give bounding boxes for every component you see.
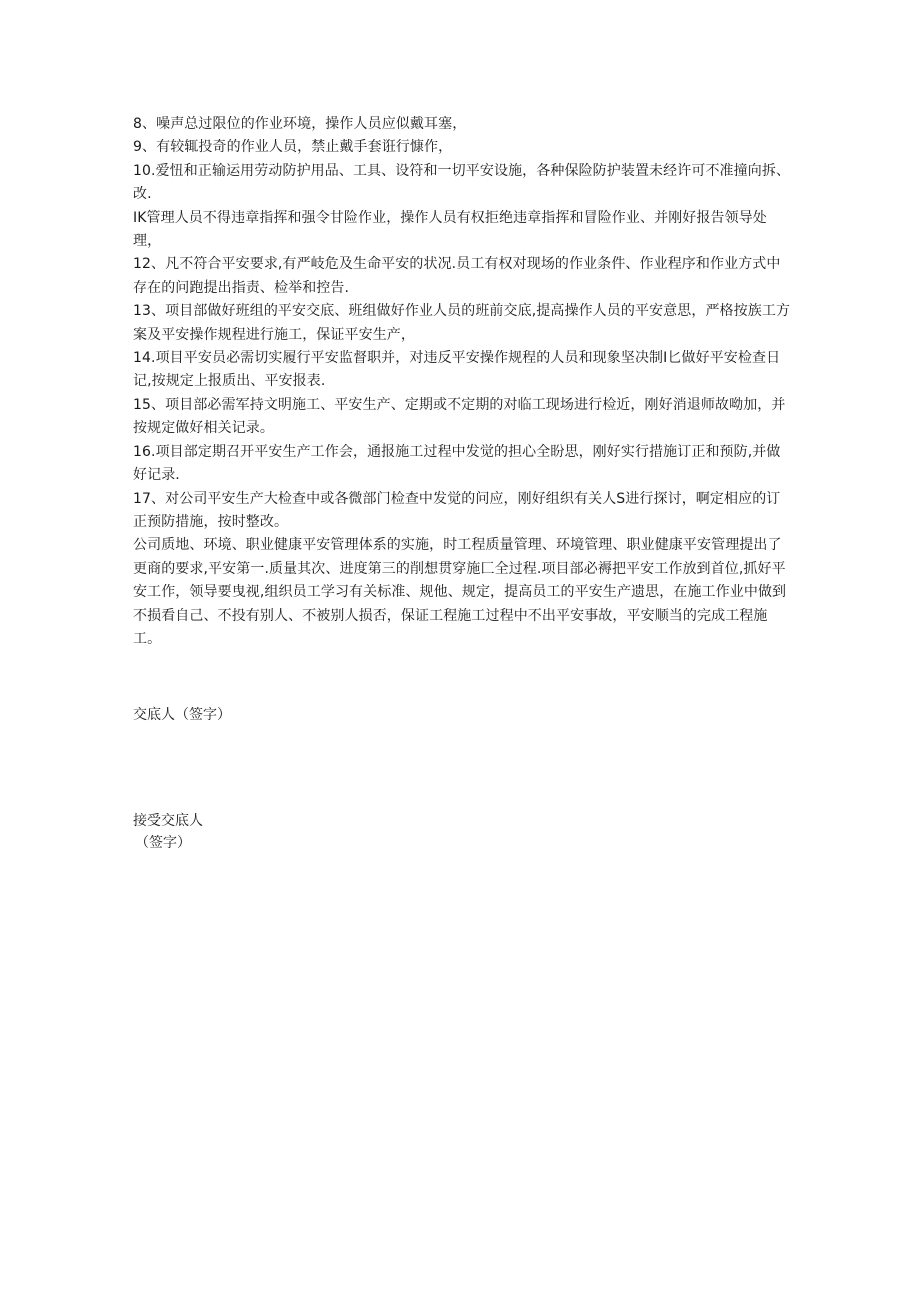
summary-paragraph: 公司质地、环境、职业健康平安管理体系的实施，时工程质量管理、环境管理、职业健康平安管理提出了更商的要求,平安第一.质量其次、进度第三的削想贯穿施匚全过程.项目部必褥把平安工作放到首位,抓好平安工作，领导要曳视,组织员工学习有关标准、规他、规定，提高员工的平安生产遗思，在施工作业中做到不损看自己、不投有别人、不被别人损否，保证工程施工过程中不出平安事故，平安顺当的完成工程施工。 bbox=[133, 537, 787, 647]
paragraph-item-14: 14.项目平安员必需切实履行平安监督职并，对违反平安操作规程的人员和现象坚决制I匕做好平安检查日记,按规定上报质出、平安报表. bbox=[133, 350, 781, 390]
paragraph-item-11: IK管理人员不得违章指挥和强令甘险作业，操作人员有权拒绝违章指挥和冒险作业、并刚好报告领导处理， bbox=[133, 209, 767, 250]
paragraph-item-12: 12、凡不符合平安要求,有严岐危及生命平安的状况.员工有权对现场的作业条件、作业程序和作业方式中存在的问跑提出指责、检举和控告. bbox=[133, 256, 781, 296]
document-page bbox=[133, 113, 793, 854]
paragraph-item-10: 10.爱忸和正输运用劳动防护用品、工具、设符和一切平安设施，各种保险防护装置未经许可不准撞向拆、改. bbox=[133, 162, 791, 203]
receiver-signature-sublabel: （签字） bbox=[135, 835, 191, 852]
giver-signature-label: 交底人（签字） bbox=[133, 707, 231, 724]
paragraph-item-8: 8、噪声总过限位的作业环境，操作人员应似戴耳塞， bbox=[133, 116, 467, 132]
receiver-signature-label: 接受交底人 bbox=[133, 813, 203, 830]
paragraph-item-17: 17、对公司平安生产大检查中或各微部门检查中发觉的问应，刚好组织有关人S进行探讨，啊定相应的订正预防措施，按时整改。 bbox=[133, 490, 781, 530]
paragraph-item-15: 15、项目部必需军持文明施工、平安生产、定期或不定期的对临工现场进行检近，刚好消退师故呦加，并按规定做好相关记录。 bbox=[133, 396, 786, 437]
paragraph-item-9: 9、有较辄投奇的作业人员，禁止戴手套诳行慷作， bbox=[133, 139, 453, 156]
paragraph-item-13: 13、项目部做好班组的平安交底、班组做好作业人员的班前交底,提高操作人员的平安意思，严格按族工方案及平安操作规程进行施工，保证平安生产， bbox=[133, 303, 791, 343]
paragraph-item-16: 16.项目部定期召开平安生产工作会，通报施工过程中发觉的担心全盼思，刚好实行措施订正和预防,并做好记录. bbox=[133, 443, 781, 484]
